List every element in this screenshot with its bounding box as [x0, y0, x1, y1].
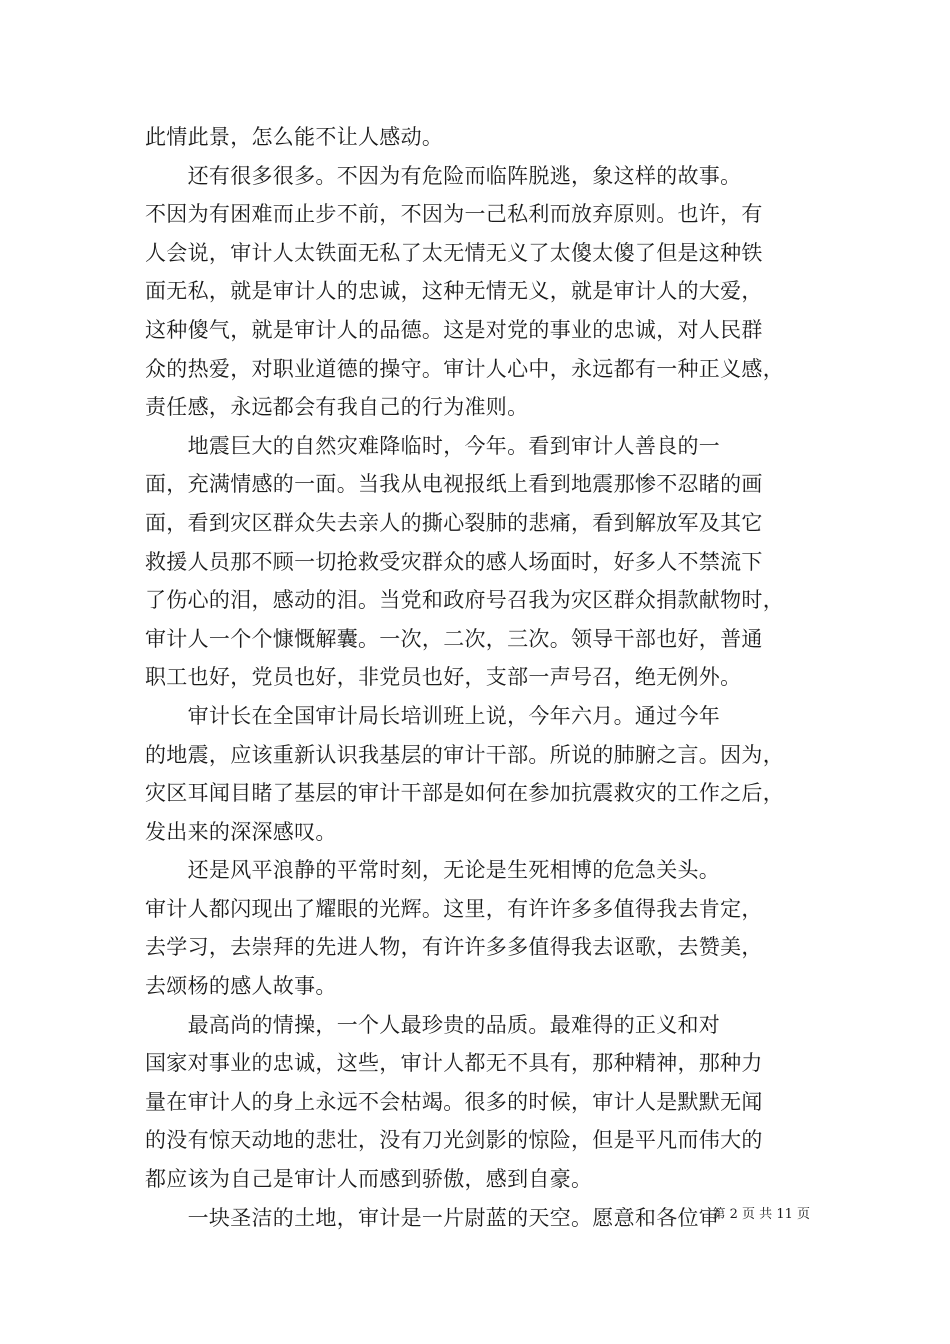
- text-line: 不因为有困难而止步不前，不因为一己私利而放弃原则。也许，有: [145, 202, 763, 227]
- text-line: 还有很多很多。不因为有危险而临阵脱逃，象这样的故事。: [145, 163, 742, 188]
- text-line: 职工也好，党员也好，非党员也好，支部一声号召，绝无例外。: [145, 665, 742, 690]
- text-line: 众的热爱，对职业道德的操守。审计人心中，永远都有一种正义感，: [145, 356, 784, 381]
- text-line: 此情此景，怎么能不让人感动。: [145, 125, 444, 149]
- page-number-footer: 第 2 页 共 11 页: [712, 1207, 810, 1222]
- text-line: 的没有惊天动地的悲壮，没有刀光剑影的惊险，但是平凡而伟大的: [145, 1128, 763, 1153]
- text-line: 面，看到灾区群众失去亲人的撕心裂肺的悲痛，看到解放军及其它: [145, 510, 763, 535]
- text-line: 灾区耳闻目睹了基层的审计干部是如何在参加抗震救灾的工作之后，: [145, 781, 784, 806]
- text-line: 责任感，永远都会有我自己的行为准则。: [145, 395, 529, 420]
- text-line: 审计长在全国审计局长培训班上说，今年六月。通过今年: [145, 703, 721, 728]
- text-line: 发出来的深深感叹。: [145, 819, 337, 844]
- document-body: [145, 118, 810, 1237]
- text-line: 面，充满情感的一面。当我从电视报纸上看到地震那惨不忍睹的画: [145, 472, 763, 497]
- text-line: 审计人一个个慷慨解囊。一次，二次，三次。领导干部也好，普通: [145, 626, 763, 651]
- text-line: 的地震，应该重新认识我基层的审计干部。所说的肺腑之言。因为，: [145, 742, 784, 767]
- text-line: 还是风平浪静的平常时刻，无论是生死相博的危急关头。: [145, 858, 721, 883]
- text-line: 救援人员那不顾一切抢救受灾群众的感人场面时，好多人不禁流下: [145, 549, 763, 574]
- text-line: 人会说，审计人太铁面无私了太无情无义了太傻太傻了但是这种铁: [145, 240, 763, 265]
- text-line: 了伤心的泪，感动的泪。当党和政府号召我为灾区群众捐款献物时，: [145, 588, 784, 613]
- text-line: 量在审计人的身上永远不会枯竭。很多的时候，审计人是默默无闻: [145, 1089, 763, 1114]
- text-line: 这种傻气，就是审计人的品德。这是对党的事业的忠诚，对人民群: [145, 317, 763, 342]
- text-line: 最高尚的情操，一个人最珍贵的品质。最难得的正义和对: [145, 1012, 721, 1037]
- text-line: 一块圣洁的土地，审计是一片尉蓝的天空。愿意和各位审: [145, 1205, 721, 1230]
- text-line: 去学习，去崇拜的先进人物，有许许多多值得我去讴歌，去赞美，: [145, 935, 763, 960]
- text-line: 国家对事业的忠诚，这些，审计人都无不具有，那种精神，那种力: [145, 1051, 763, 1076]
- text-line: 面无私，就是审计人的忠诚，这种无情无义，就是审计人的大爱，: [145, 279, 763, 304]
- text-line: 审计人都闪现出了耀眼的光辉。这里，有许许多多值得我去肯定，: [145, 896, 763, 921]
- text-line: 去颂杨的感人故事。: [145, 974, 337, 999]
- text-line: 地震巨大的自然灾难降临时，今年。看到审计人善良的一: [145, 433, 721, 458]
- text-line: 都应该为自己是审计人而感到骄傲，感到自豪。: [145, 1167, 593, 1192]
